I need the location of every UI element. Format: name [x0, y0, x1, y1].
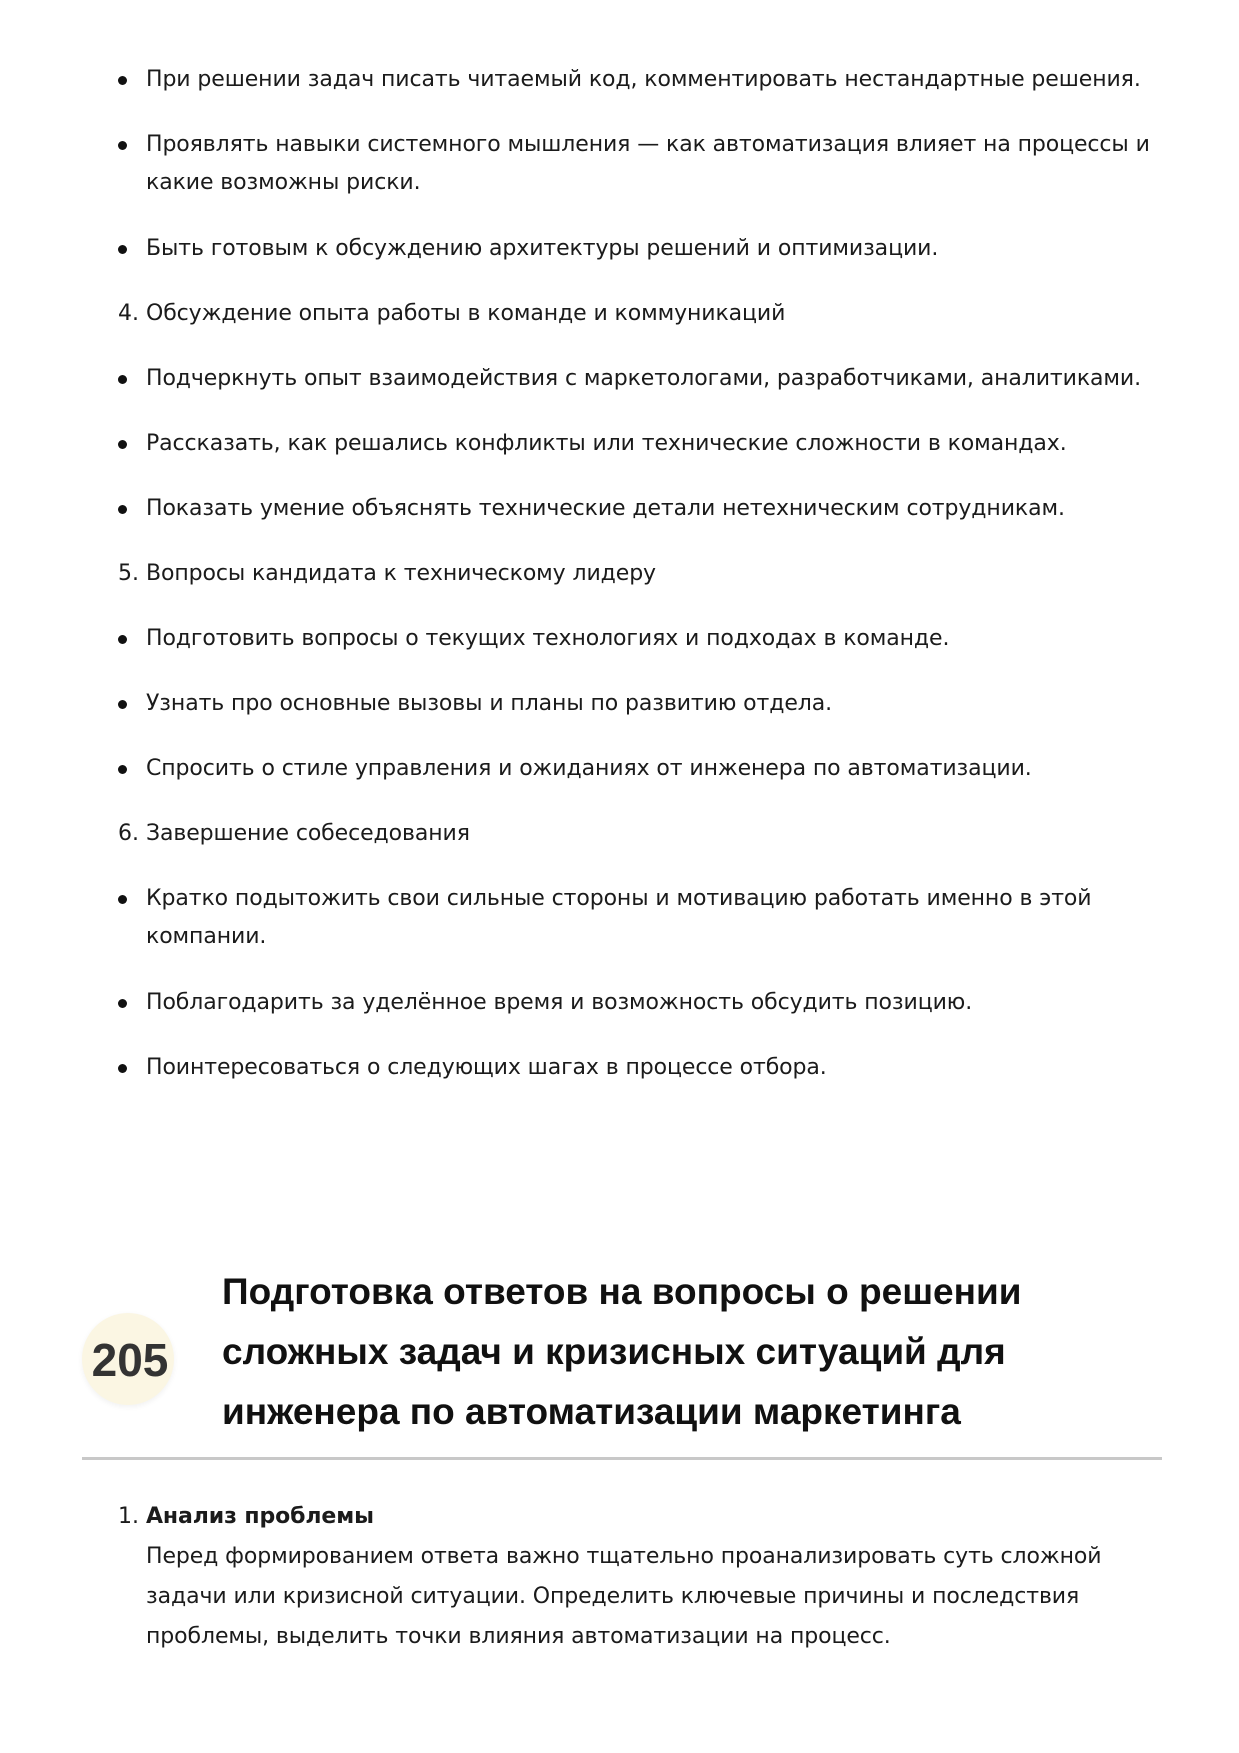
bullet — [118, 895, 127, 904]
bullet — [118, 765, 127, 774]
bullet — [118, 1064, 127, 1073]
list-item: Рассказать, как решались конфликты или технические сложности в командах. — [146, 431, 1067, 456]
bullet — [118, 141, 127, 150]
chapter-title-line: инженера по автоматизации маркетинга — [222, 1391, 961, 1432]
list-item: Проявлять навыки системного мышления — как автоматизация влияет на процессы и — [146, 132, 1150, 157]
list-item: Подчеркнуть опыт взаимодействия с маркетологами, разработчиками, аналитиками. — [146, 366, 1141, 391]
list-item: Быть готовым к обсуждению архитектуры решений и оптимизации. — [146, 236, 939, 261]
section-number: 5. — [118, 561, 139, 586]
list-item: При решении задач писать читаемый код, комментировать нестандартные решения. — [146, 67, 1141, 92]
chapter-item-number: 1. — [118, 1504, 139, 1529]
heading-divider — [82, 1457, 1162, 1460]
section-title: Вопросы кандидата к техническому лидеру — [146, 561, 656, 586]
list-item: Спросить о стиле управления и ожиданиях от инженера по автоматизации. — [146, 756, 1032, 781]
chapter-item-text: проблемы, выделить точки влияния автоматизации на процесс. — [146, 1624, 891, 1649]
bullet — [118, 76, 127, 85]
bullet — [118, 999, 127, 1008]
list-item-continuation: компании. — [146, 924, 267, 949]
bullet — [118, 700, 127, 709]
chapter-title-line: сложных задач и кризисных ситуаций для — [222, 1331, 1006, 1372]
list-item-continuation: какие возможны риски. — [146, 170, 421, 195]
bullet — [118, 440, 127, 449]
bullet — [118, 505, 127, 514]
chapter-title-line: Подготовка ответов на вопросы о решении — [222, 1271, 1022, 1312]
section-number: 4. — [118, 301, 139, 326]
section-title: Завершение собеседования — [146, 821, 470, 846]
list-item: Подготовить вопросы о текущих технологиях и подходах в команде. — [146, 626, 950, 651]
list-item: Показать умение объяснять технические детали нетехническим сотрудникам. — [146, 496, 1065, 521]
list-item: Кратко подытожить свои сильные стороны и мотивацию работать именно в этой — [146, 886, 1092, 911]
chapter-number: 205 — [91, 1334, 169, 1386]
list-item: Поблагодарить за уделённое время и возможность обсудить позицию. — [146, 990, 973, 1015]
chapter-item-title: Анализ проблемы — [146, 1504, 374, 1529]
chapter-item-text: Перед формированием ответа важно тщательно проанализировать суть сложной — [146, 1544, 1102, 1569]
chapter-item-text: задачи или кризисной ситуации. Определить ключевые причины и последствия — [146, 1584, 1080, 1609]
section-number: 6. — [118, 821, 139, 846]
bullet — [118, 635, 127, 644]
section-title: Обсуждение опыта работы в команде и коммуникаций — [146, 301, 786, 326]
bullet — [118, 245, 127, 254]
list-item: Узнать про основные вызовы и планы по развитию отдела. — [146, 691, 833, 716]
bullet — [118, 375, 127, 384]
list-item: Поинтересоваться о следующих шагах в процессе отбора. — [146, 1055, 827, 1080]
